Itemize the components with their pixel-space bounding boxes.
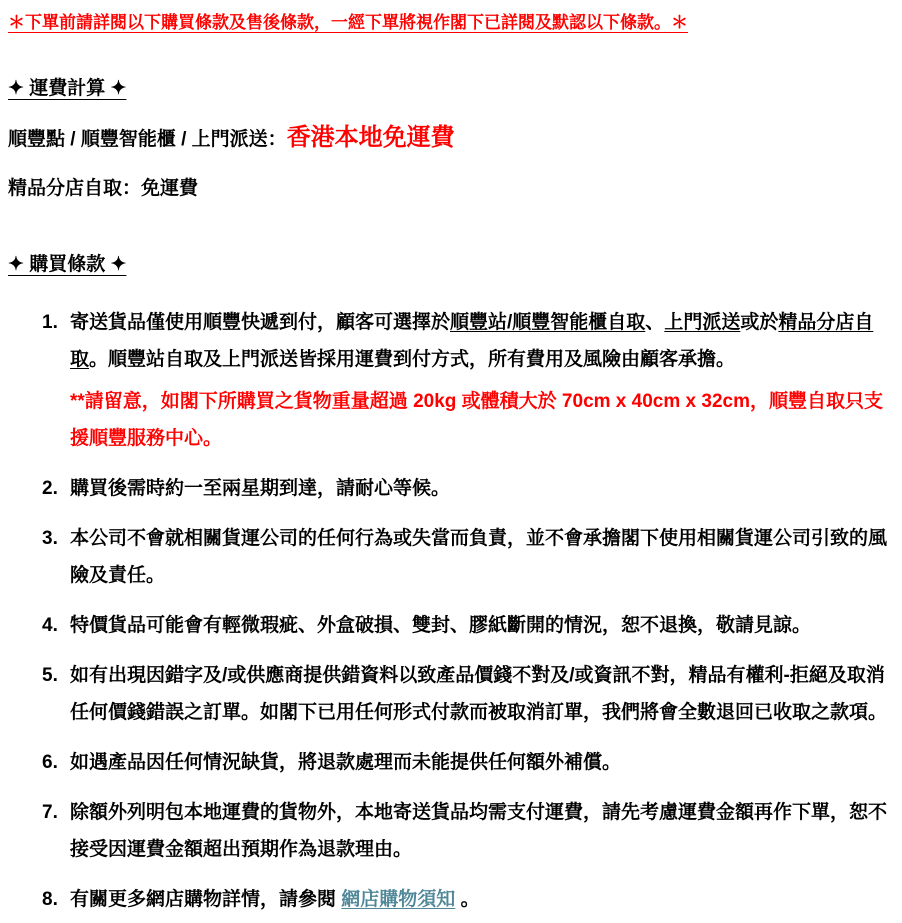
term-item-8: [42, 881, 896, 918]
term-number: 1.: [42, 312, 58, 333]
term-number: 6.: [42, 752, 58, 773]
weight-limit-note: **請留意，如閣下所購買之貨物重量超過 20kg 或體積大於 70cm x 40cm x 32cm，順豐自取只支援順豐服務中心。: [70, 391, 883, 449]
term-1-segment: 。順豐站自取及上門派送皆採用運費到付方式，所有費用及風險由顧客承擔。: [89, 349, 736, 370]
term-item-5: [42, 657, 896, 731]
term-text: 本公司不會就相關貨運公司的任何行為或失當而負責，並不會承擔閣下使用相關貨運公司引致的風險及責任。: [70, 528, 888, 586]
term-text: [70, 304, 896, 378]
shipping-section-heading: ✦ 運費計算 ✦: [8, 78, 127, 99]
term-1-segment: 、: [645, 312, 665, 333]
term-number: 5.: [42, 665, 58, 686]
term-body: [70, 744, 896, 781]
term-body: [70, 470, 896, 507]
term-1-segment: 寄送貨品僅使用順豐快遞到付，顧客可選擇於: [70, 312, 451, 333]
term-text: 如遇產品因任何情況缺貨，將退款處理而未能提供任何額外補償。: [70, 752, 622, 773]
term-number: 4.: [42, 615, 58, 636]
store-pickup-line: 精品分店自取：免運費: [8, 178, 199, 199]
term-number: 3.: [42, 528, 58, 549]
term-item-2: [42, 470, 896, 507]
term-number: 2.: [42, 478, 58, 499]
term-item-3: [42, 520, 896, 594]
term-text: [70, 881, 896, 918]
term-text: 購買後需時約一至兩星期到達，請耐心等候。: [70, 478, 451, 499]
terms-list: [8, 304, 896, 918]
term-number: 8.: [42, 889, 58, 910]
term-item-4: [42, 607, 896, 644]
term-text: 如有出現因錯字及/或供應商提供錯資料以致產品價錢不對及/或資訊不對，精品有權利-拒絕及取消任何價錢錯誤之訂單。如閣下已用任何形式付款而被取消訂單，我們將會全數退回已收取之款項。: [70, 665, 888, 723]
pickup-option-store: 精品分店自取: [70, 312, 874, 370]
term-body: [70, 607, 896, 644]
shipping-methods-label: 順豐點 / 順豐智能櫃 / 上門派送：: [8, 129, 287, 150]
shipping-methods-line: [8, 118, 896, 160]
term-1-segment: 或於: [740, 312, 779, 333]
term-text: 除額外列明包本地運費的貨物外，本地寄送貨品均需支付運費，請先考慮運費金額再作下單，恕不接受因運費金額超出預期作為退款理由。: [70, 802, 888, 860]
term-item-6: [42, 744, 896, 781]
term-body: [70, 657, 896, 731]
term-body: [70, 881, 896, 918]
term-body: [70, 520, 896, 594]
term-8-suffix: 。: [455, 889, 480, 910]
pickup-option-sf-station: 順豐站/順豐智能櫃自取: [450, 312, 646, 333]
term-item-1: [42, 304, 896, 457]
term-body: [70, 304, 896, 457]
purchase-terms-heading: ✦ 購買條款 ✦: [8, 254, 127, 275]
term-8-prefix: 有關更多網店購物詳情，請參閱: [70, 889, 342, 910]
term-body: [70, 794, 896, 868]
pickup-option-home-delivery: 上門派送: [664, 312, 741, 333]
term-item-7: [42, 794, 896, 868]
online-store-guide-link[interactable]: 網店購物須知: [341, 889, 456, 910]
free-shipping-highlight: 香港本地免運費: [286, 124, 455, 151]
term-number: 7.: [42, 802, 58, 823]
pre-order-notice: ＊下單前請詳閱以下購買條款及售後條款，一經下單將視作閣下已詳閱及默認以下條款。＊: [8, 13, 688, 32]
term-text: 特價貨品可能會有輕微瑕疵、外盒破損、雙封、膠紙斷開的情況，恕不退換，敬請見諒。: [70, 615, 812, 636]
